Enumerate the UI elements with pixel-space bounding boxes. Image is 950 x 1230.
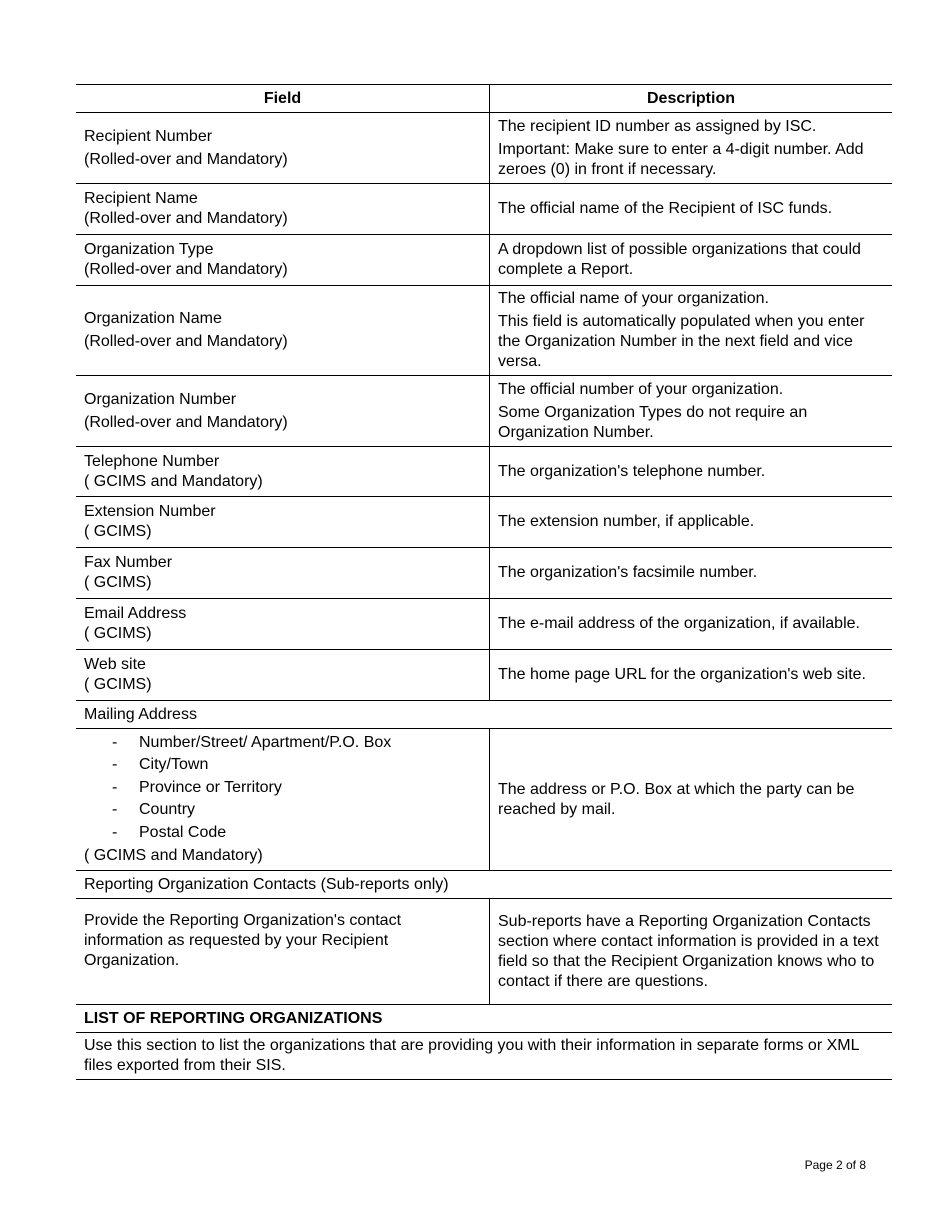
field-cell <box>76 235 490 286</box>
description-text: The address or P.O. Box at which the party can be reached by mail. <box>498 780 855 818</box>
field-qualifier: ( GCIMS) <box>84 523 152 540</box>
field-label: Recipient Name <box>84 190 198 207</box>
section-heading-row <box>76 1005 892 1033</box>
list-item: - Postal Code <box>111 822 481 845</box>
field-qualifier: ( GCIMS) <box>84 574 152 591</box>
section-heading-row <box>76 701 892 729</box>
table-row <box>76 376 892 447</box>
field-label: Extension Number <box>84 503 216 520</box>
header-field: Field <box>76 85 490 113</box>
field-qualifier: ( GCIMS) <box>84 676 152 693</box>
table-row <box>76 286 892 376</box>
description-cell <box>490 548 893 599</box>
field-qualifier: (Rolled-over and Mandatory) <box>84 333 288 350</box>
field-qualifier: ( GCIMS) <box>84 625 152 642</box>
field-label: Organization Name <box>84 310 222 327</box>
field-qualifier: (Rolled-over and Mandatory) <box>84 150 288 168</box>
table-row <box>76 599 892 650</box>
field-cell <box>76 376 490 447</box>
description-cell <box>490 447 893 497</box>
field-label: Telephone Number <box>84 452 220 470</box>
field-qualifier: ( GCIMS and Mandatory) <box>84 847 263 865</box>
field-label: Organization Number <box>84 390 237 408</box>
table-row <box>76 548 892 599</box>
field-cell <box>76 113 490 184</box>
header-description: Description <box>490 85 893 113</box>
field-cell <box>76 447 490 497</box>
description-cell <box>490 599 893 650</box>
table-row <box>76 729 892 871</box>
table-row <box>76 235 892 286</box>
description-text: Sub-reports have a Reporting Organization Contacts section where contact information is provided in a text field so that the Recipient Organization knows who to contact if there are questions. <box>498 912 879 990</box>
table-header-row <box>76 85 892 113</box>
field-label: Provide the Reporting Organization's contact information as requested by your Recipient Organization. <box>84 912 402 969</box>
description-cell <box>490 899 893 1005</box>
description-text: The official number of your organization. <box>498 380 784 398</box>
table-row <box>76 497 892 548</box>
document-page <box>76 84 879 1080</box>
field-label: Web site <box>84 656 146 673</box>
table-row <box>76 447 892 497</box>
list-item: - Number/Street/ Apartment/P.O. Box <box>111 732 481 755</box>
description-text: A dropdown list of possible organizations that could complete a Report. <box>498 241 861 278</box>
field-cell <box>76 548 490 599</box>
description-text: The organization's telephone number. <box>498 462 766 480</box>
field-cell <box>76 286 490 376</box>
description-cell <box>490 235 893 286</box>
table-row <box>76 113 892 184</box>
description-text: The e-mail address of the organization, if available. <box>498 615 860 632</box>
table-row <box>76 899 892 1005</box>
field-cell <box>76 184 490 235</box>
field-qualifier: (Rolled-over and Mandatory) <box>84 210 288 227</box>
field-qualifier: ( GCIMS and Mandatory) <box>84 472 263 490</box>
field-cell <box>76 497 490 548</box>
field-label: Fax Number <box>84 554 173 571</box>
description-cell <box>490 184 893 235</box>
description-cell <box>490 286 893 376</box>
field-cell <box>76 650 490 701</box>
description-text: The extension number, if applicable. <box>498 513 755 530</box>
mailing-address-heading: Mailing Address <box>76 701 892 729</box>
description-text: Some Organization Types do not require an Organization Number. <box>498 403 808 441</box>
field-cell <box>76 899 490 1005</box>
list-item: - Country <box>111 799 481 822</box>
description-text: Important: Make sure to enter a 4-digit number. Add zeroes (0) in front if necessary. <box>498 140 864 178</box>
field-qualifier: (Rolled-over and Mandatory) <box>84 261 288 278</box>
list-item: - Province or Territory <box>111 777 481 800</box>
contacts-heading: Reporting Organization Contacts (Sub-reports only) <box>76 871 892 899</box>
field-description-table <box>76 84 892 1080</box>
table-row <box>76 1033 892 1080</box>
field-cell <box>76 599 490 650</box>
description-cell <box>490 113 893 184</box>
description-text: The home page URL for the organization's web site. <box>498 666 866 683</box>
description-cell <box>490 376 893 447</box>
field-label: Recipient Number <box>84 127 213 145</box>
list-of-reporting-organizations-heading: LIST OF REPORTING ORGANIZATIONS <box>76 1005 892 1033</box>
field-label: Email Address <box>84 605 187 622</box>
description-text: The official name of the Recipient of ISC funds. <box>498 200 833 217</box>
description-text: This field is automatically populated when you enter the Organization Number in the next field and vice versa. <box>498 313 865 370</box>
list-section-text: Use this section to list the organizations that are providing you with their information in separate forms or XML files exported from their SIS. <box>76 1033 892 1080</box>
field-label: Organization Type <box>84 241 214 258</box>
description-cell <box>490 729 893 871</box>
address-parts-list <box>84 732 481 845</box>
description-text: The recipient ID number as assigned by ISC. <box>498 117 817 135</box>
description-text: The official name of your organization. <box>498 290 769 307</box>
description-cell <box>490 497 893 548</box>
field-cell <box>76 729 490 871</box>
table-row <box>76 650 892 701</box>
description-cell <box>490 650 893 701</box>
field-qualifier: (Rolled-over and Mandatory) <box>84 413 288 431</box>
page-number: Page 2 of 8 <box>804 1158 866 1172</box>
table-row <box>76 184 892 235</box>
list-item: - City/Town <box>111 754 481 777</box>
description-text: The organization's facsimile number. <box>498 564 758 581</box>
section-heading-row <box>76 871 892 899</box>
